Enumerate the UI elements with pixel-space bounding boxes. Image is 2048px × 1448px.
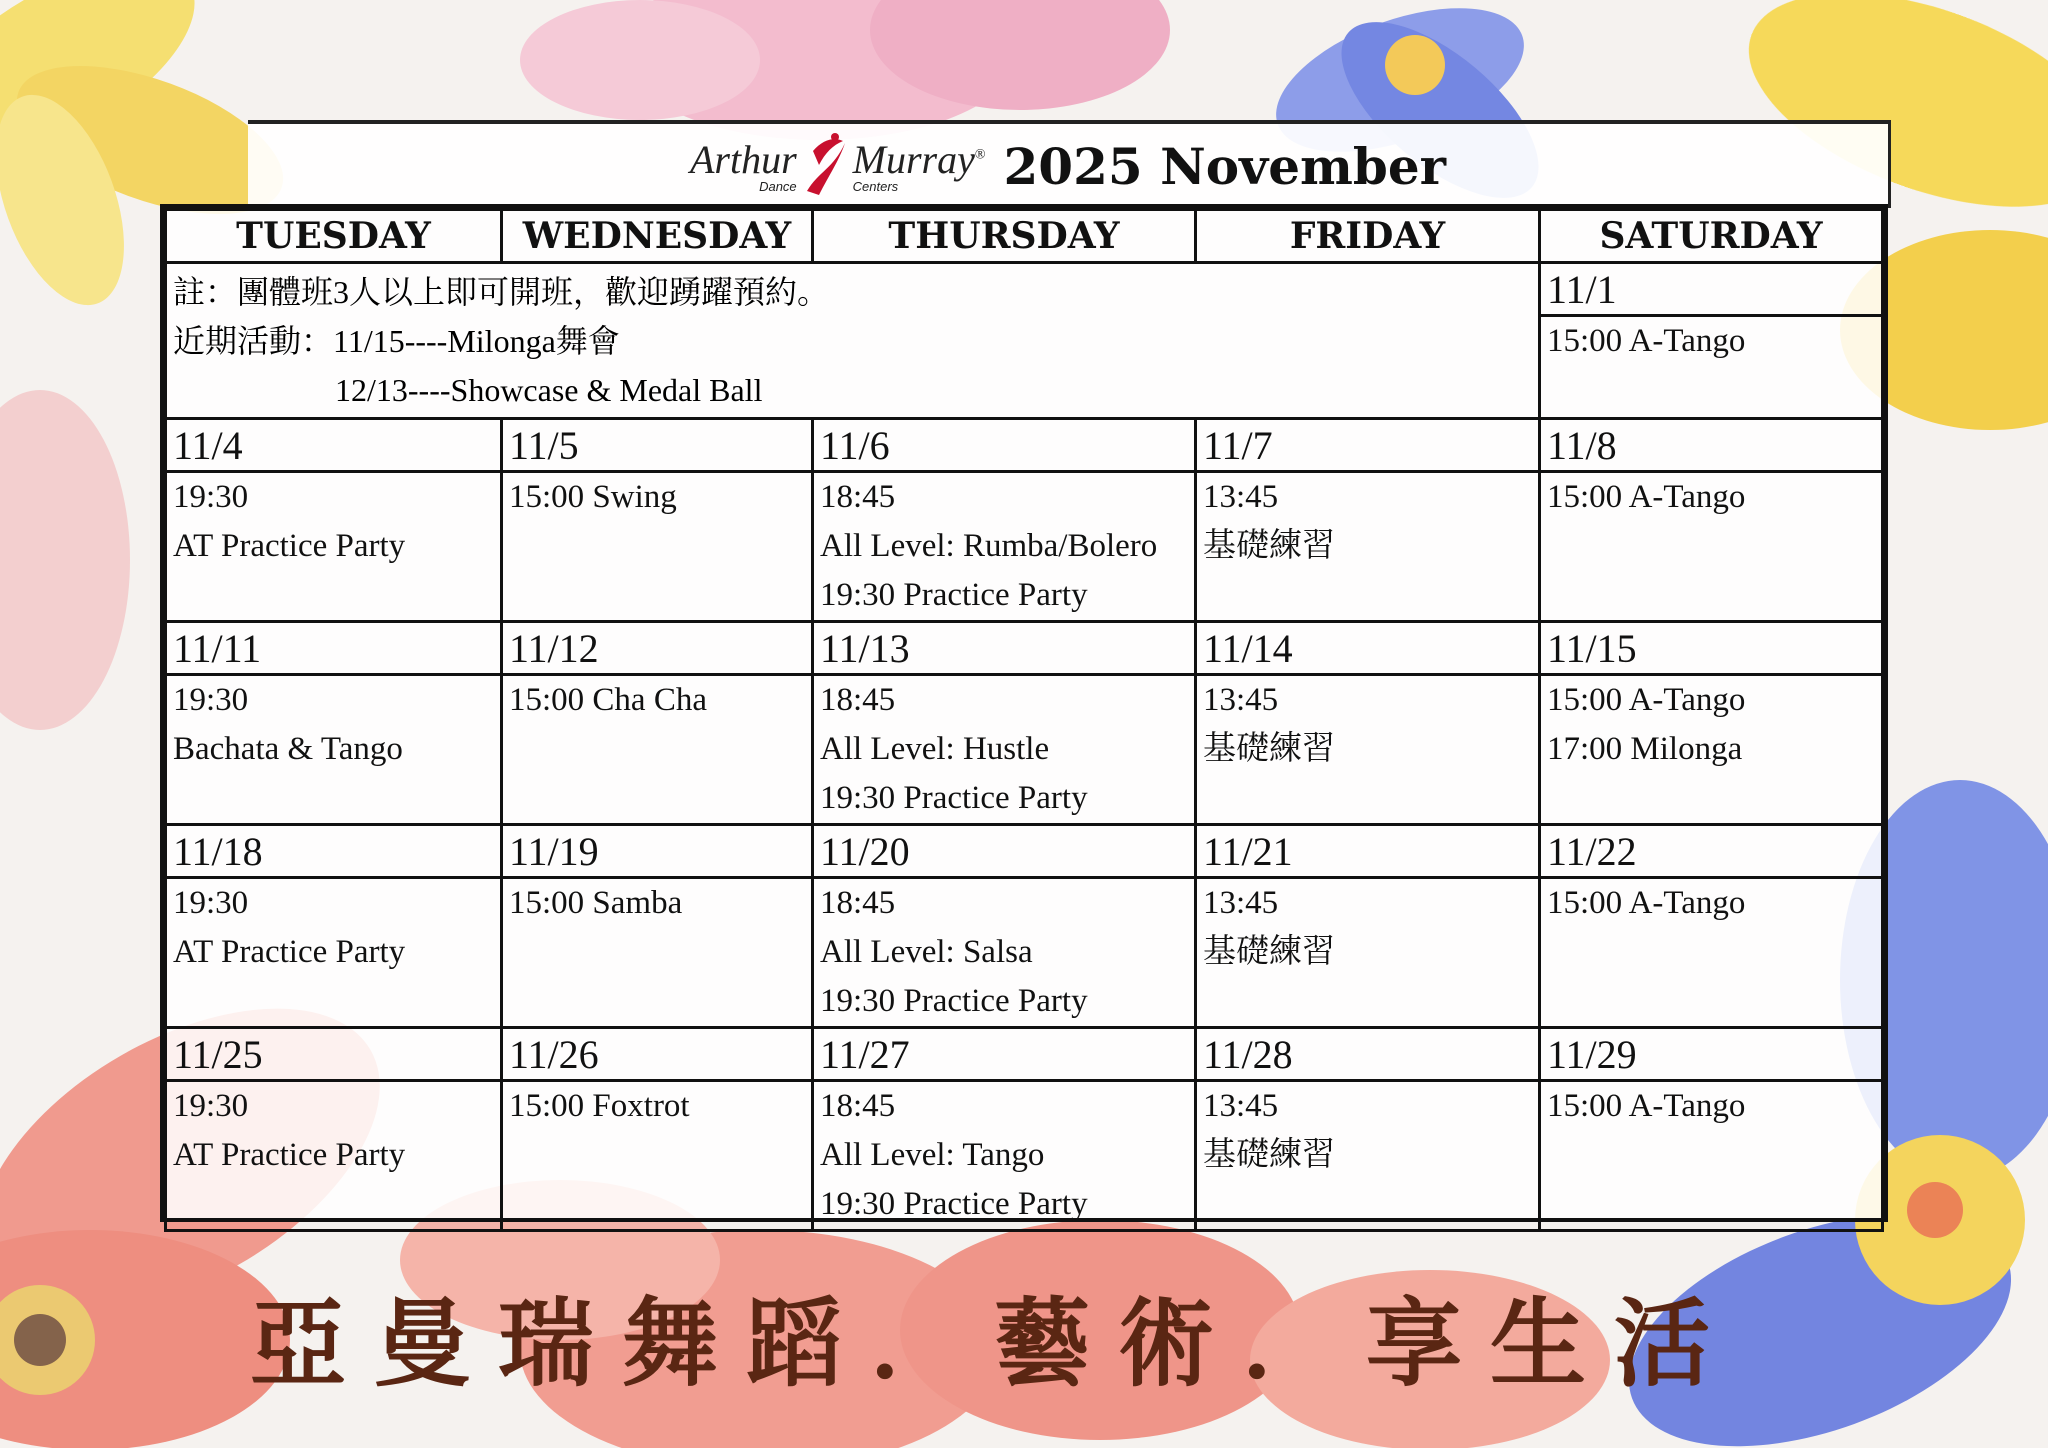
event-line: 15:00 A-Tango <box>1547 323 1746 359</box>
calendar-grid <box>160 204 1888 1222</box>
date-cell: 11/4 <box>166 419 502 472</box>
event-cell <box>1540 675 1883 825</box>
event-cell <box>166 1081 502 1231</box>
event-cell <box>813 472 1196 622</box>
date-cell: 11/29 <box>1540 1028 1883 1081</box>
event-cell <box>502 1081 813 1231</box>
event-line: 15:00 Samba <box>509 885 683 921</box>
event-cell <box>1196 675 1540 825</box>
date-cell: 11/25 <box>166 1028 502 1081</box>
date-cell: 11/15 <box>1540 622 1883 675</box>
event-line: 基礎練習 <box>1203 731 1335 767</box>
date-cell: 11/1 <box>1540 263 1883 316</box>
event-line: AT Practice Party <box>173 1137 406 1173</box>
date-cell: 11/8 <box>1540 419 1883 472</box>
event-line: 19:30 Practice Party <box>820 780 1088 816</box>
event-cell <box>502 675 813 825</box>
event-line: 18:45 <box>820 885 896 921</box>
date-cell: 11/28 <box>1196 1028 1540 1081</box>
event-line: 13:45 <box>1203 1088 1279 1124</box>
event-line: 19:30 Practice Party <box>820 983 1088 1019</box>
event-line: 15:00 Cha Cha <box>509 682 707 718</box>
event-cell <box>813 878 1196 1028</box>
date-cell: 11/20 <box>813 825 1196 878</box>
event-line: 15:00 Swing <box>509 479 677 515</box>
event-cell <box>1196 878 1540 1028</box>
event-line: 17:00 Milonga <box>1547 731 1743 767</box>
event-cell <box>502 472 813 622</box>
event-row <box>166 878 1883 1028</box>
arthur-murray-logo <box>690 131 986 201</box>
notice-line: 註：團體班3人以上即可開班，歡迎踴躍預約。 <box>173 274 830 310</box>
event-line: 19:30 Practice Party <box>820 1186 1088 1222</box>
event-line: 13:45 <box>1203 682 1279 718</box>
event-row <box>166 472 1883 622</box>
date-row <box>166 1028 1883 1081</box>
date-cell: 11/22 <box>1540 825 1883 878</box>
event-line: 19:30 <box>173 479 249 515</box>
date-cell: 11/14 <box>1196 622 1540 675</box>
event-cell <box>166 878 502 1028</box>
event-line: 15:00 A-Tango <box>1547 885 1746 921</box>
date-cell: 11/11 <box>166 622 502 675</box>
date-cell: 11/26 <box>502 1028 813 1081</box>
date-cell: 11/6 <box>813 419 1196 472</box>
event-line: 19:30 <box>173 1088 249 1124</box>
logo-word-murray: Murray® <box>852 136 986 182</box>
event-line: 15:00 A-Tango <box>1547 1088 1746 1124</box>
notice-line: 近期活動：11/15----Milonga舞會 <box>173 323 620 359</box>
date-row <box>166 622 1883 675</box>
event-line: AT Practice Party <box>173 934 406 970</box>
event-cell <box>166 472 502 622</box>
date-row <box>166 419 1883 472</box>
date-cell: 11/18 <box>166 825 502 878</box>
event-line: AT Practice Party <box>173 528 406 564</box>
event-row <box>166 675 1883 825</box>
date-cell: 11/21 <box>1196 825 1540 878</box>
event-cell <box>502 878 813 1028</box>
event-cell <box>1196 1081 1540 1231</box>
slogan-tagline: 亞曼瑞舞蹈．藝術．享生活 <box>250 1287 1738 1400</box>
event-cell <box>166 675 502 825</box>
event-cell <box>813 1081 1196 1231</box>
date-cell: 11/7 <box>1196 419 1540 472</box>
event-line: 15:00 A-Tango <box>1547 682 1746 718</box>
weekday-header-thursday: THURSDAY <box>813 210 1196 263</box>
weekday-header-friday: FRIDAY <box>1196 210 1540 263</box>
event-line: All Level: Rumba/Bolero <box>820 528 1158 564</box>
dancer-logo-icon <box>799 131 851 201</box>
event-line: 13:45 <box>1203 885 1279 921</box>
calendar-table <box>164 208 1884 1232</box>
event-line: All Level: Tango <box>820 1137 1045 1173</box>
event-line: 13:45 <box>1203 479 1279 515</box>
event-line: 18:45 <box>820 682 896 718</box>
event-line: 18:45 <box>820 1088 896 1124</box>
event-line: 15:00 A-Tango <box>1547 479 1746 515</box>
event-line: 基礎練習 <box>1203 934 1335 970</box>
logo-word-centers: Centers <box>852 178 899 194</box>
event-line: 19:30 <box>173 682 249 718</box>
date-row <box>166 825 1883 878</box>
date-cell: 11/13 <box>813 622 1196 675</box>
event-line: All Level: Salsa <box>820 934 1033 970</box>
logo-word-dance: Dance <box>759 178 797 194</box>
logo-word-arthur: Arthur <box>689 136 797 182</box>
week-row <box>166 263 1883 316</box>
weekday-header-saturday: SATURDAY <box>1540 210 1883 263</box>
event-line: 15:00 Foxtrot <box>509 1088 690 1124</box>
date-cell: 11/5 <box>502 419 813 472</box>
event-line: Bachata & Tango <box>173 731 403 767</box>
calendar-title: 2025 November <box>1003 136 1447 196</box>
event-cell <box>813 675 1196 825</box>
weekday-header-wednesday: WEDNESDAY <box>502 210 813 263</box>
date-cell: 11/12 <box>502 622 813 675</box>
calendar-header <box>248 120 1891 208</box>
event-cell <box>1540 316 1883 419</box>
event-line: 18:45 <box>820 479 896 515</box>
event-line: 基礎練習 <box>1203 528 1335 564</box>
event-line: All Level: Hustle <box>820 731 1050 767</box>
event-line: 19:30 <box>173 885 249 921</box>
event-cell <box>1540 472 1883 622</box>
event-cell <box>1196 472 1540 622</box>
weekday-header-tuesday: TUESDAY <box>166 210 502 263</box>
event-cell <box>1540 1081 1883 1231</box>
date-cell: 11/27 <box>813 1028 1196 1081</box>
event-line: 19:30 Practice Party <box>820 577 1088 613</box>
weekday-header-row <box>166 210 1883 263</box>
event-row <box>166 1081 1883 1231</box>
notice-box <box>166 263 1540 419</box>
date-cell: 11/19 <box>502 825 813 878</box>
event-line: 基礎練習 <box>1203 1137 1335 1173</box>
event-cell <box>1540 878 1883 1028</box>
notice-line: 12/13----Showcase & Medal Ball <box>335 372 763 408</box>
